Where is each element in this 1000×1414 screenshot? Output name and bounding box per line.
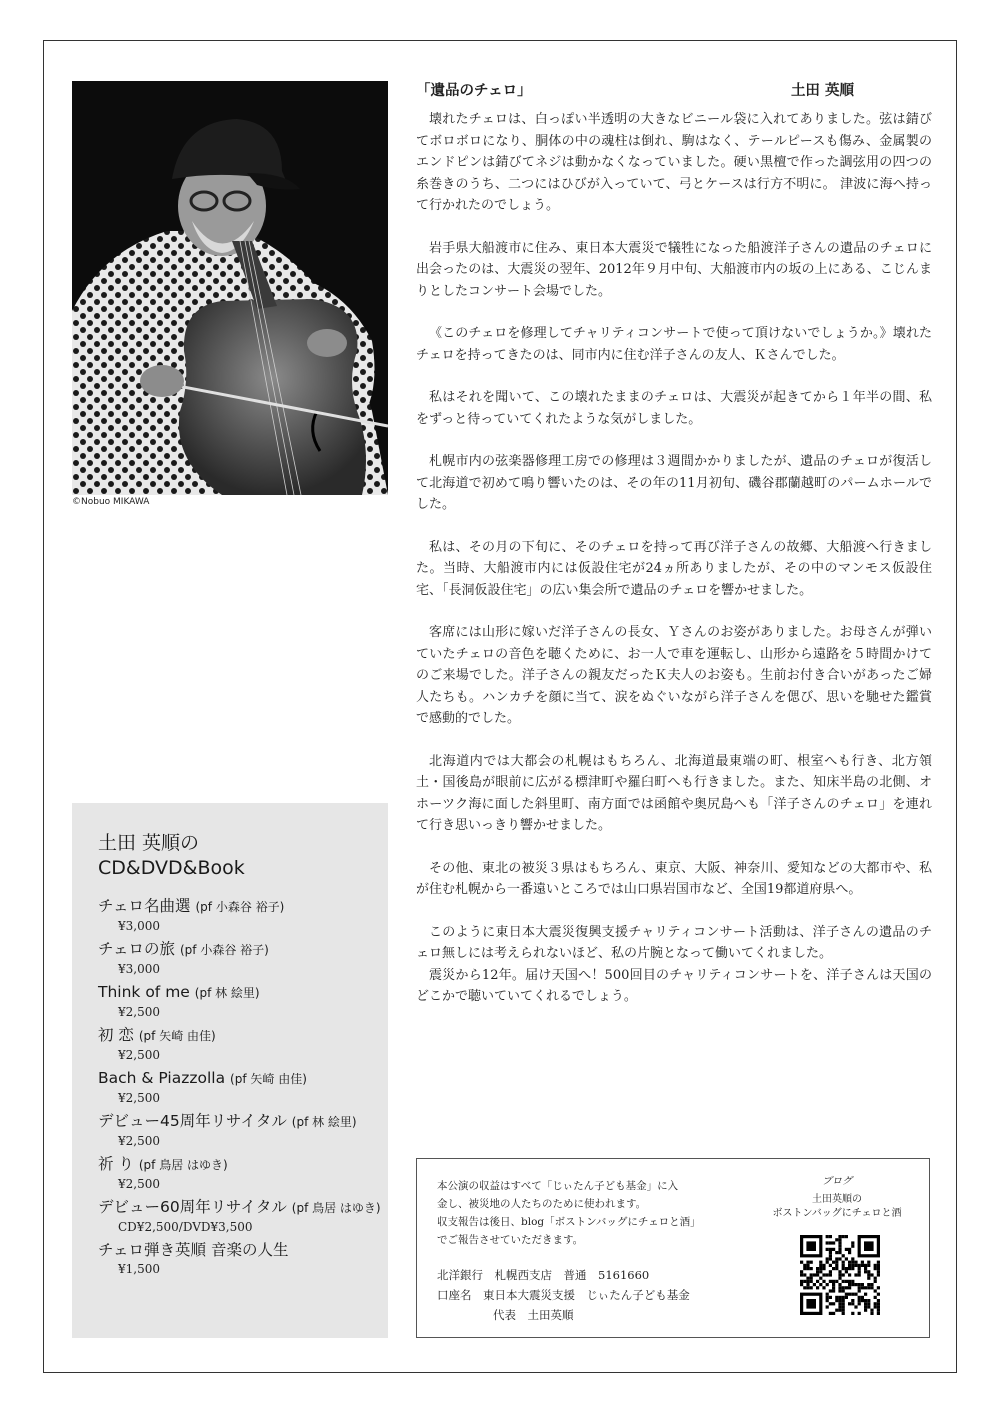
- product-price: CD¥2,500/DVD¥3,500: [118, 1220, 253, 1234]
- representative-line: 代表 土田英順: [493, 1308, 574, 1322]
- product-title: [98, 895, 388, 918]
- product-title: [98, 981, 388, 1004]
- product-price: ¥3,000: [118, 962, 160, 976]
- donation-notice: [437, 1177, 757, 1249]
- article-paragraph: 客席には山形に嫁いだ洋子さんの長女、Ｙさんのお姿がありました。お母さんが弾いていたチェロの音色を聴くために、お一人で車を運転し、山形から遠路を５時間かけてのご来場でした。洋子さんの親友だったＫ夫人のお姿も。生前お付き合いがあったご婦人たちも。ハンカチを顔に当て、涙をぬぐいながら洋子さんを偲び、思いを馳せた鑑賞で感動的でした。: [416, 625, 932, 726]
- product-item: [98, 1024, 388, 1063]
- product-pianist: (pf 矢崎 由佳): [138, 1029, 216, 1043]
- blog-name-line1: 土田英順の: [812, 1194, 862, 1205]
- notice-line: 金し、被災地の人たちのために使われます。: [437, 1198, 647, 1210]
- article-paragraph: その他、東北の被災３県はもちろん、東京、大阪、神奈川、愛知などの大都市や、私が住む札幌から一番遠いところでは山口県岩国市など、全国19都道府県へ。: [416, 860, 932, 897]
- product-title: [98, 1024, 388, 1047]
- notice-line: でご報告させていただきます。: [437, 1234, 584, 1246]
- article-paragraph: 震災から12年。届け天国へ！500回目のチャリティコンサートを、洋子さんは天国のどこかで聴いていてくれるでしょう。: [416, 967, 932, 1004]
- product-pianist: (pf 鳥居 はゆき): [291, 1201, 381, 1215]
- product-price: ¥2,500: [118, 1134, 160, 1148]
- blog-name-line2: ボストンバッグにチェロと酒: [772, 1208, 902, 1219]
- product-price: ¥2,500: [118, 1091, 160, 1105]
- blog-info: [757, 1175, 917, 1221]
- article-paragraph: 壊れたチェロは、白っぽい半透明の大きなビニール袋に入れてありました。弦は錆びてボロボロになり、胴体の中の魂柱は倒れ、駒はなく、テールピースも傷み、金属製のエンドピンは錆びてネジは動かなくなっていました。硬い黒檀で作った調弦用の四つの糸巻きのうち、二つにはひびが入っていて、弓とケースは行方不明に。 津波に海へ持って行かれたのでしょう。: [416, 112, 932, 213]
- product-name: Think of me: [98, 983, 190, 1001]
- product-item: [98, 895, 388, 934]
- product-item: [98, 1067, 388, 1106]
- product-list: [98, 895, 388, 1277]
- product-price: ¥1,500: [118, 1262, 160, 1276]
- product-price: ¥3,000: [118, 919, 160, 933]
- product-pianist: (pf 小森谷 裕子): [179, 943, 269, 957]
- article-paragraph: 《このチェロを修理してチャリティコンサートで使って頂けないでしょうか。》壊れたチェロを持ってきたのは、同市内に住む洋子さんの友人、Ｋさんでした。: [416, 326, 932, 363]
- article-paragraph: 北海道内では大都会の札幌はもちろん、北海道最東端の町、根室へも行き、北方領土・国後島が眼前に広がる標津町や羅臼町へも行きました。また、知床半島の北側、オホーツク海に面した斜里町、南方面では函館や奥尻島へも「洋子さんのチェロ」を連れて行き思いっきり響かせました。: [416, 753, 932, 833]
- product-item: [98, 981, 388, 1020]
- product-item: [98, 1110, 388, 1149]
- product-pianist: (pf 林 絵里): [291, 1115, 357, 1129]
- product-pianist: (pf 小森谷 裕子): [195, 900, 285, 914]
- article-header: [416, 81, 932, 101]
- product-name: チェロ弾き英順 音楽の人生: [98, 1241, 289, 1259]
- article-paragraph: 私はそれを聞いて、この壊れたままのチェロは、大震災が起きてから１年半の間、私をずっと待っていてくれたような気がしました。: [416, 390, 932, 427]
- article-paragraph: 岩手県大船渡市に住み、東日本大震災で犠牲になった船渡洋子さんの遺品のチェロに出会ったのは、大震災の翌年、2012年９月中旬、大船渡市内の坂の上にある、こじんまりとしたコンサート会場でした。: [416, 240, 932, 299]
- photo-credit: ©Nobuo MIKAWA: [72, 497, 150, 507]
- sidebar-title-line1: 土田 英順の: [98, 832, 200, 854]
- product-name: 祈 り: [98, 1155, 134, 1173]
- product-title: [98, 1153, 388, 1176]
- account-name-line: 口座名 東日本大震災支援 じぃたん子ども基金: [437, 1288, 690, 1302]
- product-sidebar: [72, 803, 388, 1338]
- product-price: ¥2,500: [118, 1005, 160, 1019]
- product-price: ¥2,500: [118, 1048, 160, 1062]
- product-pianist: (pf 鳥居 はゆき): [138, 1158, 228, 1172]
- product-pianist: (pf 矢崎 由佳): [230, 1072, 307, 1086]
- product-name: チェロの旅: [98, 940, 176, 958]
- product-name: デビュー45周年リサイタル: [98, 1112, 287, 1130]
- product-title: [98, 1239, 388, 1261]
- article-author: 土田 英順: [790, 83, 854, 99]
- article: [416, 81, 932, 1008]
- article-paragraph: 私は、その月の下旬に、そのチェロを持って再び洋子さんの故郷、大船渡へ行きました。当時、大船渡市内には仮設住宅が24ヵ所ありましたが、その中のマンモス仮設住宅、「長洞仮設住宅」の広い集会所で遺品のチェロを響かせました。: [416, 539, 932, 598]
- article-paragraph: このように東日本大震災復興支援チャリティコンサート活動は、洋子さんの遺品のチェロ無しには考えられないほど、私の片腕となって働いてくれました。: [416, 924, 932, 961]
- product-item: [98, 1196, 388, 1235]
- product-price: ¥2,500: [118, 1177, 160, 1191]
- donation-info-box: [416, 1158, 930, 1338]
- product-name: 初 恋: [98, 1026, 134, 1044]
- product-name: デビュー60周年リサイタル: [98, 1198, 287, 1216]
- product-item: [98, 1153, 388, 1192]
- cellist-illustration: [72, 81, 388, 495]
- blog-qr-code[interactable]: [800, 1235, 880, 1315]
- notice-line: 収支報告は後日、blog「ボストンバッグにチェロと酒」: [437, 1216, 701, 1228]
- product-item: [98, 938, 388, 977]
- cellist-photo: [72, 81, 388, 495]
- notice-line: 本公演の収益はすべて「じぃたん子ども基金」に入: [437, 1180, 679, 1192]
- product-name: チェロ名曲選: [98, 897, 191, 915]
- product-name: Bach & Piazzolla: [98, 1069, 226, 1087]
- bank-account-info: [437, 1265, 777, 1325]
- product-title: [98, 1110, 388, 1133]
- article-title: 「遺品のチェロ」: [416, 83, 532, 99]
- product-title: [98, 938, 388, 961]
- product-item: [98, 1239, 388, 1277]
- product-pianist: (pf 林 絵里): [194, 986, 260, 1000]
- article-paragraph: 札幌市内の弦楽器修理工房での修理は３週間かかりましたが、遺品のチェロが復活して北海道で初めて鳴り響いたのは、その年の11月初旬、磯谷郡蘭越町のパームホールでした。: [416, 454, 932, 512]
- bank-line: 北洋銀行 札幌西支店 普通 5161660: [437, 1268, 650, 1282]
- product-title: [98, 1067, 388, 1090]
- sidebar-title-line2: CD&DVD&Book: [98, 857, 245, 879]
- sidebar-title: [98, 831, 388, 881]
- blog-label: ブログ: [822, 1176, 852, 1187]
- product-title: [98, 1196, 388, 1219]
